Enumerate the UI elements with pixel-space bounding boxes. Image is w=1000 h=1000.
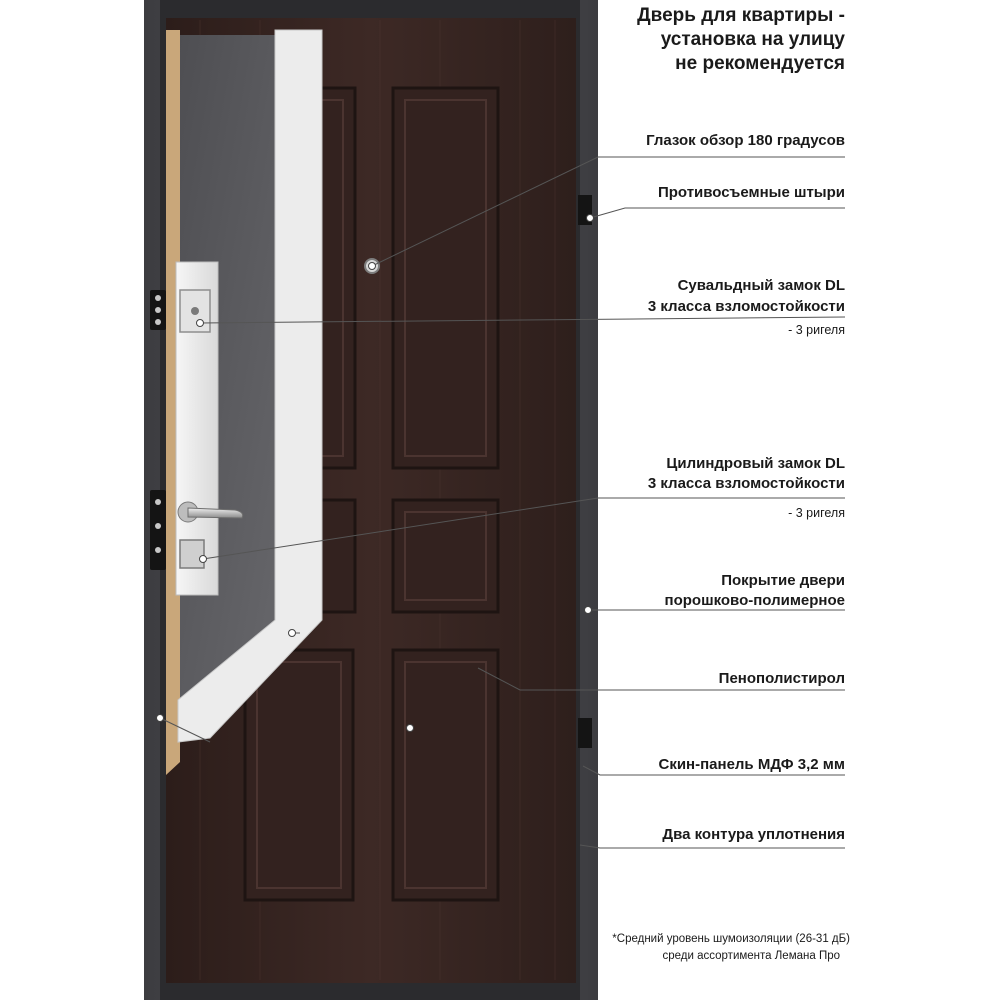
label-peephole: Глазок обзор 180 градусов [646,132,845,149]
title-line-1: Дверь для квартиры - [637,5,845,26]
label-lever-lock-line1: Сувальдный замок DL [677,277,845,294]
lever-lock-keyhole [191,307,199,315]
title-line-2: установка на улицу [660,29,845,50]
panel-bottom-left [245,650,353,900]
label-skin-panel: Скин-панель МДФ 3,2 мм [658,756,845,773]
label-cylinder-lock-bolts: - 3 ригеля [788,506,845,520]
label-insulation: Пенополистирол [718,670,845,687]
panel-top-right [393,88,498,468]
footnote-line-1: *Средний уровень шумоизоляции (26-31 дБ) [612,933,850,945]
label-coating-line2: порошково-полимерное [664,592,845,609]
label-coating-line1: Покрытие двери [721,572,845,589]
label-lever-lock-line2: 3 класса взломостойкости [647,298,845,315]
label-cylinder-lock-line2: 3 класса взломостойкости [647,475,845,492]
panel-mid-right [393,500,498,612]
panel-bottom-right [393,650,498,900]
label-seal: Два контура уплотнения [662,826,845,843]
footnote-line-2: среди ассортимента Лемана Про [662,950,840,962]
label-cylinder-lock-line1: Цилиндровый замок DL [666,455,845,472]
title-line-3: не рекомендуется [675,53,845,74]
label-lever-lock-bolts: - 3 ригеля [788,323,845,337]
cylinder-lock-body [180,540,204,568]
label-anti-removal: Противосъемные штыри [657,184,845,201]
door-handle [188,508,243,518]
page-title [637,4,845,76]
